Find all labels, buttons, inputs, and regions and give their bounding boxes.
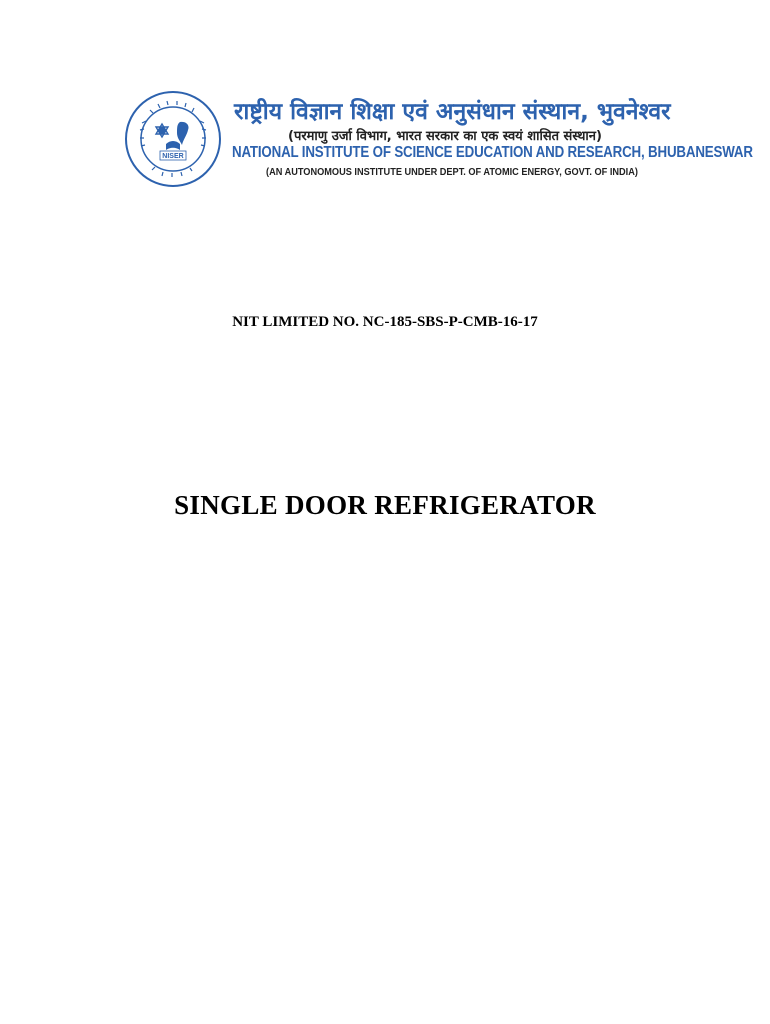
niser-seal-logo: [122, 88, 224, 190]
nit-number: NIT LIMITED NO. NC-185-SBS-P-CMB-16-17: [232, 314, 538, 330]
document-title: SINGLE DOOR REFRIGERATOR: [174, 490, 596, 520]
letterhead: [112, 88, 753, 188]
institute-subtitle-hindi: (परमाणु उर्जा विभाग, भारत सरकार का एक स्वयं शासित संस्थान): [288, 129, 602, 144]
institute-name-hindi: राष्ट्रीय विज्ञान शिक्षा एवं अनुसंधान संस्थान, भुवनेश्वर: [234, 99, 671, 125]
institute-subtitle-english: (AN AUTONOMOUS INSTITUTE UNDER DEPT. OF ATOMIC ENERGY, GOVT. OF INDIA): [266, 167, 638, 178]
institute-name-english: NATIONAL INSTITUTE OF SCIENCE EDUCATION AND RESEARCH, BHUBANESWAR: [232, 144, 753, 161]
seal-label: NISER: [162, 153, 184, 160]
